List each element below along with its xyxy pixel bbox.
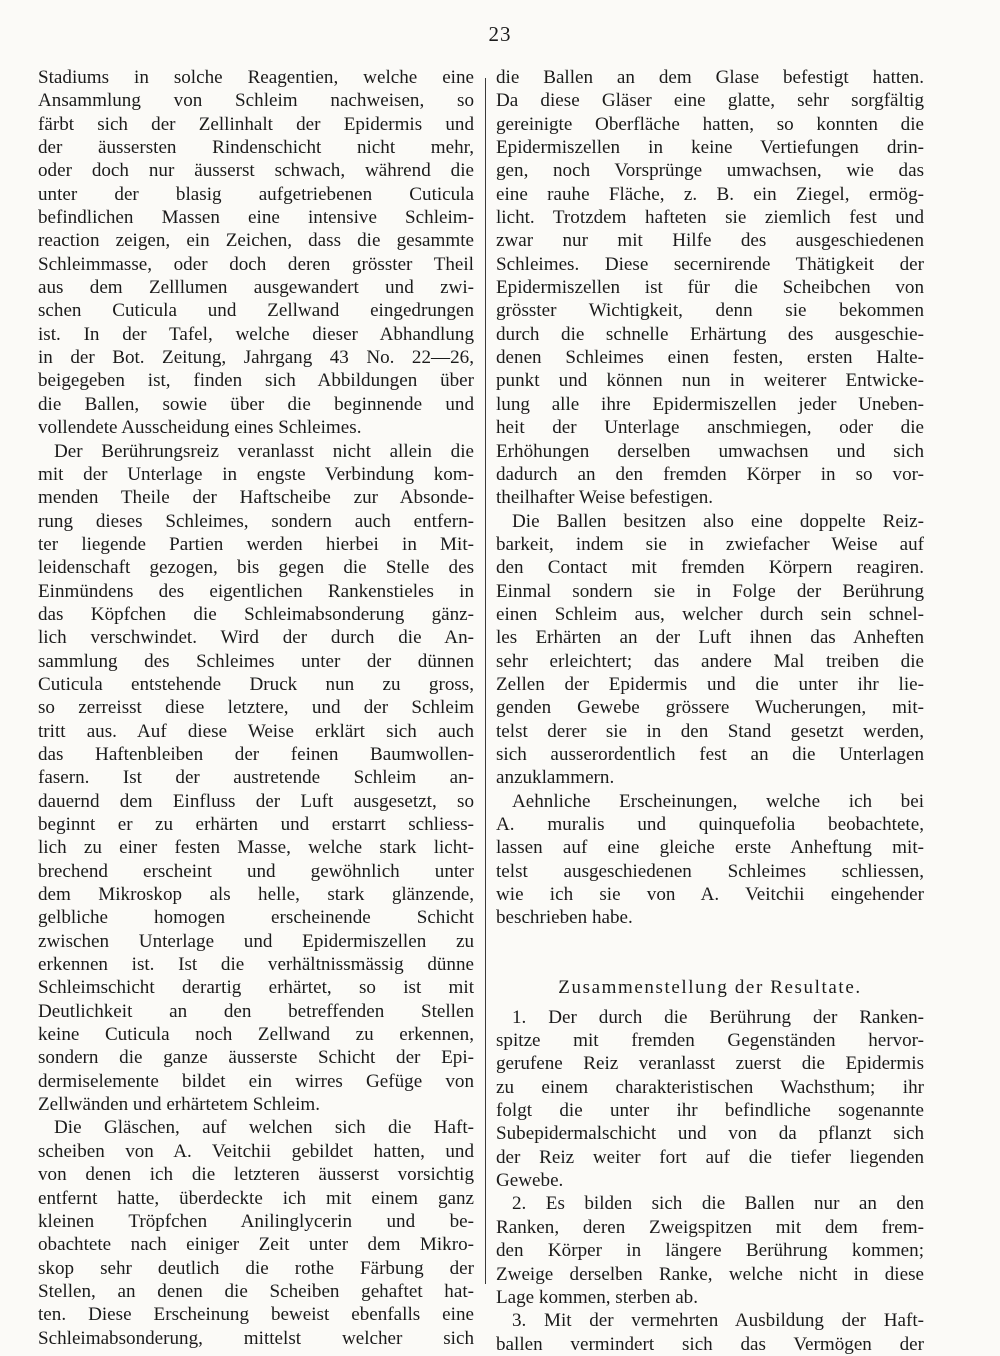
- text-line: lich zu einer festen Masse, welche stark licht-: [38, 837, 474, 859]
- text-line: schen Cuticula und Zellwand eingedrungen: [38, 300, 474, 322]
- heading-spacer: [496, 930, 924, 976]
- text-line: das Köpfchen die Schleimabsonderung gänz-: [38, 603, 474, 625]
- text-line: gerufene Reiz veranlasst zuerst die Epidermis: [496, 1053, 924, 1075]
- text-line: ist. In der Tafel, welche dieser Abhandlung: [38, 323, 474, 345]
- text-line: der äussersten Rindenschicht nicht mehr,: [38, 137, 474, 159]
- text-line: telst ausgeschiedenen Schleimes schliessen,: [496, 860, 924, 882]
- text-line: den Körper in längere Berührung kommen;: [496, 1240, 924, 1262]
- text-line: sehr erleichtert; das andere Mal treiben die: [496, 650, 924, 672]
- text-line: skop sehr deutlich die rothe Färbung der: [38, 1257, 474, 1279]
- text-line: Cuticula entstehende Druck nun zu gross,: [38, 673, 474, 695]
- right-column: [496, 66, 924, 1356]
- text-line: 3. Mit der vermehrten Ausbildung der Haft-: [512, 1310, 924, 1332]
- text-line: Erhöhungen derselben umwachsen und sich: [496, 440, 924, 462]
- text-line: ter liegende Partien werden hierbei in Mit-: [38, 533, 474, 555]
- text-line: beigegeben ist, finden sich Abbildungen über: [38, 370, 474, 392]
- results-list: [496, 1006, 924, 1356]
- text-line: Die Ballen besitzen also eine doppelte Reiz-: [512, 510, 924, 532]
- text-line: denen Schleimes einen festen, ersten Halte-: [496, 347, 924, 369]
- text-line: in der Bot. Zeitung, Jahrgang 43 No. 22—26,: [38, 347, 474, 369]
- text-line: ballen vermindert sich das Vermögen der: [496, 1333, 924, 1355]
- text-line: Lage kommen, sterben ab.: [496, 1286, 699, 1308]
- text-line: lassen auf eine gleiche erste Anheftung mit-: [496, 837, 924, 859]
- text-line: dermiselemente bildet ein wirres Gefüge von: [38, 1070, 474, 1092]
- text-line: befindlichen Massen eine intensive Schleim-: [38, 207, 474, 229]
- text-line: reaction zeigen, ein Zeichen, dass die gesammte: [38, 230, 474, 252]
- text-line: genden Gewebe grössere Wucherungen, mit-: [496, 697, 924, 719]
- text-line: Deutlichkeit an den betreffenden Stellen: [38, 1000, 474, 1022]
- section-heading: Zusammenstellung der Resultate.: [558, 976, 862, 998]
- text-line: Gewebe.: [496, 1170, 564, 1192]
- text-line: Ranken, deren Zweigspitzen mit dem frem-: [496, 1216, 924, 1238]
- left-column: [38, 66, 474, 1350]
- text-line: Aehnliche Erscheinungen, welche ich bei: [512, 790, 924, 812]
- right-column-body: [496, 66, 924, 930]
- text-line: Epidermiszellen ist für die Scheibchen von: [496, 277, 924, 299]
- text-line: Die Gläschen, auf welchen sich die Haft-: [54, 1117, 474, 1139]
- text-line: spitze mit fremden Gegenständen hervor-: [496, 1030, 924, 1052]
- text-line: oder doch nur äusserst schwach, während die: [38, 160, 474, 182]
- text-line: brechend erscheint und gewöhnlich unter: [38, 860, 474, 882]
- text-line: les Erhärten an der Luft ihnen das Anheften: [496, 627, 924, 649]
- text-line: ten. Diese Erscheinung beweist ebenfalls eine: [38, 1304, 474, 1326]
- text-line: A. muralis und quinquefolia beobachtete,: [496, 814, 924, 835]
- text-line: unter der blasig aufgetriebenen Cuticula: [38, 183, 474, 205]
- text-line: eine rauhe Fläche, z. B. ein Ziegel, ermög-: [496, 183, 924, 205]
- text-line: beginnt er zu erhärten und erstarrt schliess-: [38, 814, 474, 835]
- text-line: Einmündens des eigentlichen Rankenstieles in: [38, 580, 474, 602]
- text-line: Schleimabsonderung, mittelst welcher sich: [38, 1327, 474, 1349]
- text-line: durch die schnelle Erhärtung des ausgeschie-: [496, 323, 924, 345]
- text-line: Ansammlung von Schleim nachweisen, so: [38, 90, 474, 112]
- text-line: der Reiz weiter fort auf die tiefer liegenden: [496, 1146, 924, 1168]
- text-line: scheiben von A. Veitchii gebildet hatten, und: [38, 1140, 474, 1162]
- text-line: Schleimschicht derartig erhärtet, so ist mit: [38, 977, 474, 999]
- text-line: heit der Unterlage anschmiegen, oder die: [496, 417, 924, 439]
- text-line: Zellen der Epidermis und die unter ihr lie-: [496, 673, 924, 695]
- text-line: Schleimmasse, oder doch deren grösster Theil: [38, 253, 474, 275]
- text-line: barkeit, indem sie in zwiefacher Weise auf: [496, 533, 924, 555]
- text-line: sich ausserordentlich fest an die Unterlagen: [496, 743, 924, 765]
- text-line: die Ballen an dem Glase befestigt hatten.: [496, 67, 924, 88]
- text-line: keine Cuticula noch Zellwand zu erkennen,: [38, 1024, 474, 1046]
- text-line: 2. Es bilden sich die Ballen nur an den: [512, 1193, 924, 1215]
- text-line: grösster Wichtigkeit, denn sie bekommen: [496, 300, 924, 322]
- text-line: einen Schleim aus, welcher durch sein schnel-: [496, 603, 924, 625]
- text-line: lich verschwindet. Wird der durch die An-: [38, 627, 474, 649]
- column-divider: [485, 78, 486, 1284]
- text-line: vollendete Ausscheidung eines Schleimes.: [38, 417, 362, 439]
- text-line: 1. Der durch die Berührung der Ranken-: [512, 1006, 924, 1028]
- text-line: folgt die unter ihr befindliche sogenannte: [496, 1100, 924, 1122]
- text-line: das Haftenbleiben der feinen Baumwollen-: [38, 743, 474, 765]
- text-line: zwischen Unterlage und Epidermiszellen zu: [38, 930, 474, 952]
- text-line: Subepidermalschicht und von da pflanzt sich: [496, 1123, 924, 1145]
- text-line: Zellwänden und erhärtetem Schleim.: [38, 1094, 321, 1116]
- text-line: fasern. Ist der austretende Schleim an-: [38, 767, 474, 789]
- text-line: obachtete nach einiger Zeit unter dem Mikro-: [38, 1234, 474, 1256]
- text-line: mit der Unterlage in engste Verbindung kom-: [38, 463, 474, 485]
- text-line: Einmal sondern sie in Folge der Berührung: [496, 580, 924, 602]
- text-line: gereinigte Oberfläche hatten, so konnten die: [496, 113, 924, 135]
- text-line: von denen ich die letzteren äusserst vorsichtig: [38, 1164, 474, 1186]
- text-line: beschrieben habe.: [496, 907, 633, 929]
- text-line: kleinen Tröpfchen Anilinglycerin und be-: [38, 1210, 474, 1232]
- text-line: gelbliche homogen erscheinende Schicht: [38, 907, 474, 929]
- text-line: aus dem Zelllumen ausgewandert und zwi-: [38, 277, 474, 299]
- text-line: Schleimes. Diese secernirende Thätigkeit der: [496, 253, 924, 275]
- text-line: so zerreisst diese letztere, und der Schleim: [38, 697, 474, 719]
- text-line: die Ballen, sowie über die beginnende und: [38, 393, 474, 415]
- text-line: zu einem charakteristischen Wachsthum; ihr: [496, 1076, 924, 1098]
- text-line: färbt sich der Zellinhalt der Epidermis und: [38, 113, 474, 135]
- text-line: dauernd dem Einfluss der Luft ausgesetzt, so: [38, 790, 474, 812]
- text-line: rung dieses Schleimes, sondern auch entfern-: [38, 510, 474, 532]
- text-line: Stellen, an denen die Scheiben gehaftet hat-: [38, 1280, 474, 1302]
- text-line: Zweige derselben Ranke, welche nicht in diese: [496, 1263, 924, 1285]
- text-line: gen, noch Vorsprünge umwachsen, wie das: [496, 160, 924, 182]
- text-line: Der Berührungsreiz veranlasst nicht allein die: [54, 440, 474, 462]
- text-line: punkt und können nun in weiterer Entwicke-: [496, 370, 924, 392]
- text-line: erkennen ist. Ist die verhältnissmässig dünne: [38, 954, 474, 976]
- text-line: sammlung des Schleimes unter der dünnen: [38, 650, 474, 672]
- text-line: den Contact mit fremden Körpern reagiren.: [496, 557, 924, 579]
- text-line: zwar nur mit Hilfe des ausgeschiedenen: [496, 230, 924, 252]
- text-line: dadurch an den fremden Körper in so vor-: [496, 463, 924, 485]
- text-line: wie ich sie von A. Veitchii eingehender: [496, 884, 924, 906]
- text-line: theilhafter Weise befestigen.: [496, 487, 714, 509]
- text-line: licht. Trotzdem hafteten sie ziemlich fest und: [496, 207, 924, 229]
- text-line: telst derer sie in den Stand gesetzt werden,: [496, 720, 924, 742]
- text-line: Da diese Gläser eine glatte, sehr sorgfältig: [496, 90, 924, 112]
- text-line: menden Theile der Haftscheibe zur Absonde-: [38, 487, 474, 509]
- text-line: lung alle ihre Epidermiszellen jeder Uneben-: [496, 393, 924, 415]
- text-line: leidenschaft gezogen, bis gegen die Stelle des: [38, 557, 474, 579]
- text-line: sondern die ganze äusserste Schicht der Epi-: [38, 1047, 474, 1069]
- text-line: dem Mikroskop als helle, stark glänzende,: [38, 884, 474, 906]
- page-number: 23: [488, 22, 512, 46]
- text-line: entfernt hatte, überdeckte ich mit einem ganz: [38, 1187, 474, 1209]
- text-line: tritt aus. Auf diese Weise erklärt sich auch: [38, 720, 474, 742]
- text-line: Epidermiszellen in keine Vertiefungen drin-: [496, 137, 924, 159]
- text-line: Stadiums in solche Reagentien, welche eine: [38, 67, 474, 88]
- text-line: anzuklammern.: [496, 767, 615, 789]
